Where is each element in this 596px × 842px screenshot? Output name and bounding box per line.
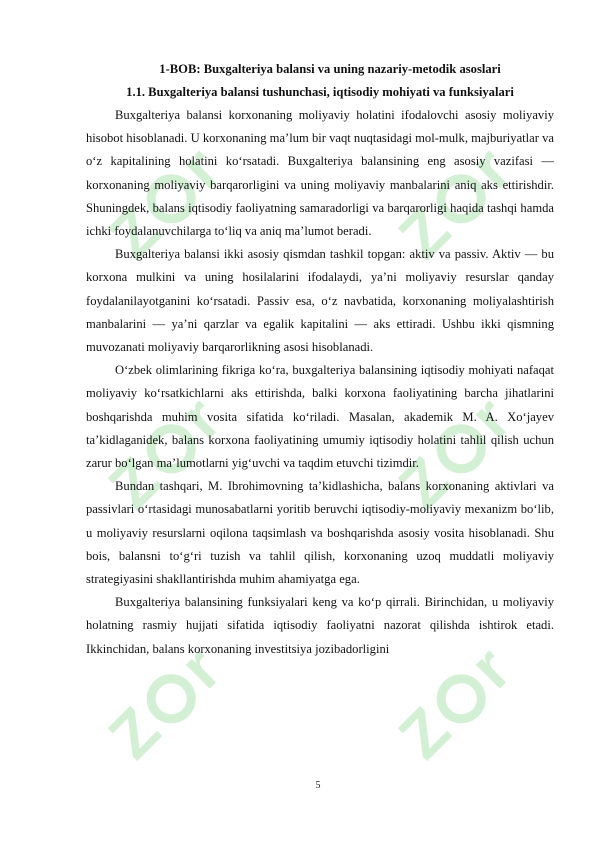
svg-text:r: r xyxy=(165,383,235,452)
body-paragraph: O‘zbek olimlarining fikriga ko‘ra, buxgalteriya balansining iqtisodiy mohiyati nafaqat moliyaviy ko‘rsatkichlarni aks ettirishda, balki korxona faoliyatining barcha jihatlarini boshqarishda muhim vosita sifatida ko‘riladi. Masalan, akademik M. A. Xo‘jayev ta’kidlaganidek, balans korxona faoliyatining umumiy iqtisodiy holatini tahlil qilish uchun zarur bo‘lgan ma’lumotlarni yig‘uvchi va taqdim etuvchi tizimdir. xyxy=(86,363,554,471)
chapter-title: 1-BOB: Buxgalteriya balansi va uning nazariy-metodik asoslari xyxy=(159,62,501,76)
svg-text:r: r xyxy=(455,633,525,702)
svg-text:Z: Z xyxy=(384,193,464,273)
document-body xyxy=(86,58,554,661)
svg-text:r: r xyxy=(165,633,235,702)
body-paragraph: Buxgalteriya balansi korxonaning moliyaviy holatini ifodalovchi asosiy moliyaviy hisobot hisoblanadi. U korxonaning ma’lum bir vaqt nuqtasidagi mol-mulk, majburiyatlar va o‘z kapitalining holatini ko‘rsatadi. Buxgalteriya balansining eng asosiy vazifasi — korxonaning moliyaviy barqarorligini va uning moliyaviy manbalarini aniq aks ettirishdir. Shuningdek, balans iqtisodiy faoliyatning samaradorligi va barqarorligi haqida tashqi hamda ichki foydalanuvchilarga to‘liq va aniq ma’lumot beradi. xyxy=(86,108,554,239)
svg-text:r: r xyxy=(455,133,525,202)
body-paragraph: Buxgalteriya balansining funksiyalari keng va ko‘p qirrali. Birinchidan, u moliyaviy holatning rasmiy hujjati sifatida iqtisodiy faoliyatni nazorat qilishda ishtirok etadi. Ikkinchidan, balans korxonaning investitsiya jozibadorligini xyxy=(86,595,554,656)
svg-text:Z: Z xyxy=(384,443,464,523)
page-number: 5 xyxy=(315,780,321,791)
body-paragraph: Buxgalteriya balansi ikki asosiy qismdan tashkil topgan: aktiv va passiv. Aktiv — bu korxona mulkini va uning hosilalarini ifodalaydi, ya’ni moliyaviy resurslar qanday foydalanilayotganini ko‘rsatadi. Passiv esa, o‘z navbatida, korxonaning moliyalashtirish manbalarini — ya’ni qarzlar va egalik kapitalini — aks ettiradi. Ushbu ikki qismning muvozanati moliyaviy barqarorlikning asosi hisoblanadi. xyxy=(86,247,554,355)
svg-text:Z: Z xyxy=(94,193,174,273)
svg-text:r: r xyxy=(455,383,525,452)
svg-text:r: r xyxy=(165,133,235,202)
svg-text:Z: Z xyxy=(384,693,464,773)
body-paragraph: Bundan tashqari, M. Ibrohimovning ta’kidlashicha, balans korxonaning aktivlari va passivlari o‘rtasidagi munosabatlarni yoritib beruvchi iqtisodiy-moliyaviy mexanizm bo‘lib, u moliyaviy resurslarni oqilona taqsimlash va boshqarishda asosiy vosita hisoblanadi. Shu bois, balansni to‘g‘ri tuzish va tahlil qilish, korxonaning uzoq muddatli moliyaviy strategiyasini shakllantirishda muhim ahamiyatga ega. xyxy=(86,479,554,587)
svg-text:Z: Z xyxy=(94,693,174,773)
svg-text:Z: Z xyxy=(94,443,174,523)
section-title: 1.1. Buxgalteriya balansi tushunchasi, iqtisodiy mohiyati va funksiyalari xyxy=(126,85,514,99)
